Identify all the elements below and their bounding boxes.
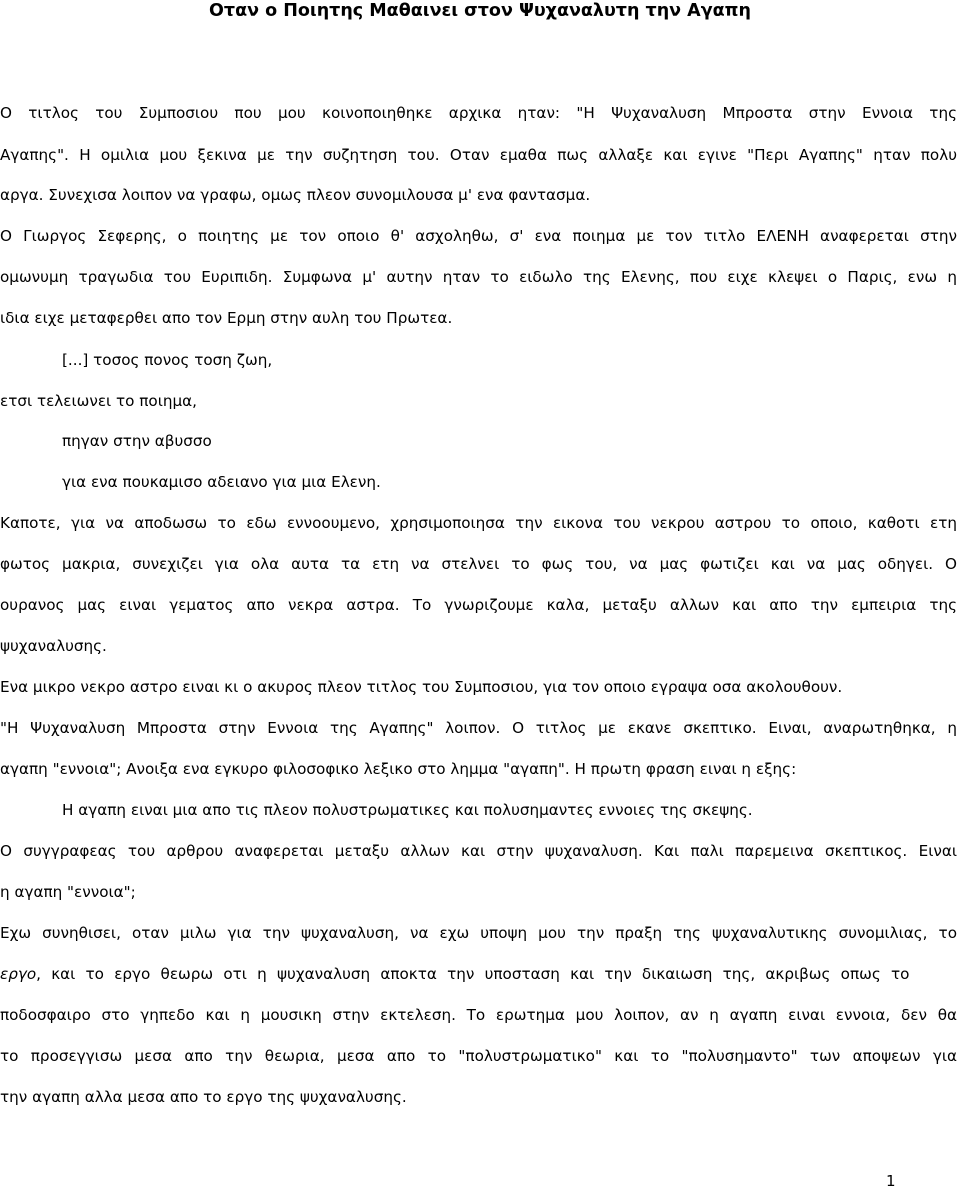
paragraph-line: το προσεγγισω μεσα απο την θεωρια, μεσα απο το "πολυστρωματικο" και το "πολυσημαντο" των αποψεων για <box>0 1047 957 1065</box>
italic-word: εργο <box>0 965 37 983</box>
paragraph-line: αργα. Συνεχισα λοιπον να γραφω, ομως πλεον συνομιλουσα μ' ενα φαντασμα. <box>0 186 591 204</box>
paragraph-line: Ο Γιωργος Σεφερης, ο ποιητης με τον οποιο θ' ασχοληθω, σ' ενα ποιημα με τον τιτλο ΕΛΕΝΗ αναφερεται στην <box>0 227 957 245</box>
paragraph-line: ψυχαναλυσης. <box>0 637 107 655</box>
page-title: Οταν ο Ποιητης Μαθαινει στον Ψυχαναλυτη την Αγαπη <box>209 1 751 21</box>
paragraph-line: ετσι τελειωνει το ποιημα, <box>0 392 197 410</box>
paragraph-line-with-italic <box>0 964 957 984</box>
paragraph-line-rest: , και το εργο θεωρω οτι η ψυχαναλυση αποκτα την υποσταση και την δικαιωση της, ακριβως οπως το <box>36 965 910 983</box>
paragraph-line: ποδοσφαιρο στο γηπεδο και η μουσικη στην εκτελεση. Το ερωτημα μου λοιπον, αν η αγαπη ειναι εννοια, δεν θα <box>0 1006 957 1024</box>
paragraph-line: αγαπη "εννοια"; Ανοιξα ενα εγκυρο φιλοσοφικο λεξικο στο λημμα "αγαπη". Η πρωτη φραση ειναι η εξης: <box>0 760 797 778</box>
poem-line: [...] τοσος πονος τοση ζωη, <box>62 351 273 369</box>
paragraph-line: Ο συγγραφεας του αρθρου αναφερεται μεταξυ αλλων και στην ψυχαναλυση. Και παλι παρεμεινα σκεπτικος. Ειναι <box>0 842 957 860</box>
paragraph-line: Καποτε, για να αποδωσω το εδω εννοουμενο, χρησιμοποιησα την εικονα του νεκρου αστρου το οποιο, καθοτι ετη <box>0 514 957 532</box>
paragraph-line: Εχω συνηθισει, οταν μιλω για την ψυχαναλυση, να εχω υποψη μου την πραξη της ψυχαναλυτικης συνομιλιας, το <box>0 924 957 942</box>
paragraph-line: Αγαπης". Η ομιλια μου ξεκινα με την συζητηση του. Οταν εμαθα πως αλλαξε και εγινε "Περι Αγαπης" ηταν πολυ <box>0 146 957 164</box>
page-number: 1 <box>886 1172 896 1190</box>
paragraph-line: φωτος μακρια, συνεχιζει για ολα αυτα τα ετη να στελνει το φως του, να μας φωτιζει και να μας οδηγει. Ο <box>0 555 957 573</box>
paragraph-line: Ο τιτλος του Συμποσιου που μου κοινοποιηθηκε αρχικα ηταν: "Η Ψυχαναλυση Μπροστα στην Εννοια της <box>0 104 957 122</box>
paragraph-line: ουρανος μας ειναι γεματος απο νεκρα αστρα. Το γνωριζουμε καλα, μεταξυ αλλων και απο την εμπειρια της <box>0 596 957 614</box>
paragraph-line: Ενα μικρο νεκρο αστρο ειναι κι ο ακυρος πλεον τιτλος του Συμποσιου, για τον οποιο εγραψα οσα ακολουθουν. <box>0 678 843 696</box>
paragraph-line: ομωνυμη τραγωδια του Ευριπιδη. Συμφωνα μ' αυτην ηταν το ειδωλο της Ελενης, που ειχε κλεψει ο Παρις, ενω η <box>0 268 957 286</box>
poem-line: για ενα πουκαμισο αδειανο για μια Ελενη. <box>62 473 381 491</box>
paragraph-line: την αγαπη αλλα μεσα απο το εργο της ψυχαναλυσης. <box>0 1088 407 1106</box>
paragraph-line: "Η Ψυχαναλυση Μπροστα στην Εννοια της Αγαπης" λοιπον. Ο τιτλος με εκανε σκεπτικο. Ειναι, αναρωτηθηκα, η <box>0 719 957 737</box>
poem-line: πηγαν στην αβυσσο <box>62 432 212 450</box>
quote-line: Η αγαπη ειναι μια απο τις πλεον πολυστρωματικες και πολυσημαντες εννοιες της σκεψης. <box>62 801 753 819</box>
paragraph-line: η αγαπη "εννοια"; <box>0 883 136 901</box>
paragraph-line: ιδια ειχε μεταφερθει απο τον Ερμη στην αυλη του Πρωτεα. <box>0 309 453 327</box>
